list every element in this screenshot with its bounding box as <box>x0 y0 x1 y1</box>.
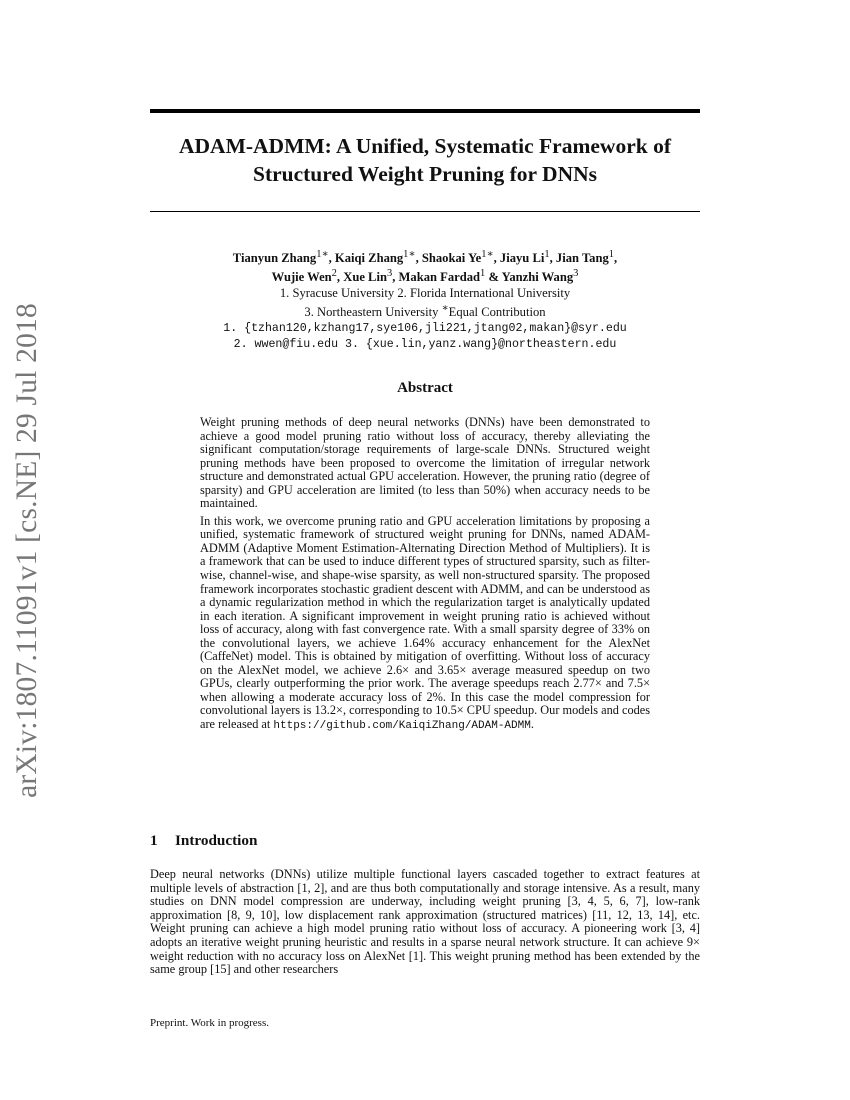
affiliation-line-2 <box>140 301 710 320</box>
abstract-heading: Abstract <box>397 380 453 396</box>
affiliation-line-1: 1. Syracuse University 2. Florida International University <box>279 286 571 301</box>
abstract-paragraph-2-text: In this work, we overcome pruning ratio and GPU acceleration limitations by proposing a unified, systematic framework of structured weight pruning for DNNs, named ADAM-ADMM (Adaptive Moment Estimation-Alternating Direction Method of Multipliers). It is a framework that can be used to induce different types of structured sparsity, such as filter-wise, channel-wise, and shape-wise sparsity, as well non-structured sparsity. The proposed framework incorporates stochastic gradient descent with ADMM, and can be understood as a dynamic regularization method in which the regularization target is analytically updated in each iteration. A significant improvement in weight pruning ratio is achieved without loss of accuracy, along with fast convergence rate. With a small sparsity degree of 33% on the convolutional layers, we achieve 1.64% accuracy enhancement for the AlexNet (CaffeNet) model. This is obtained by mitigation of overfitting. Without loss of accuracy on the AlexNet model, we achieve 2.6× and 3.65× average measured speedup on two GPUs, clearly outperforming the prior work. The average speedups reach 2.77× and 7.5× when allowing a moderate accuracy loss of 2%. In this case the model compression for convolutional layers is 13.2×, corresponding to 10.5× CPU speedup. Our models and codes are released at <box>200 513 650 732</box>
author-separator: , <box>549 251 556 266</box>
author-mark: 1∗ <box>481 249 494 260</box>
author-mark: 1 <box>480 268 486 280</box>
affiliation-text: 3. Northeastern University <box>304 305 442 320</box>
author-separator: , <box>336 270 344 285</box>
author-mark: 1∗ <box>403 249 416 260</box>
author-separator: , <box>614 251 618 266</box>
author-name: Kaiqi Zhang <box>334 251 404 266</box>
author-mark: 1 <box>608 249 615 260</box>
arxiv-identifier-text: arXiv:1807.11091v1 [cs.NE] 29 Jul 2018 <box>10 302 43 798</box>
author-name: Xue Lin <box>343 270 387 285</box>
abstract-body <box>200 416 650 738</box>
author-separator: , <box>415 251 422 266</box>
author-separator: , <box>493 251 500 266</box>
author-separator: , <box>392 270 399 285</box>
author-name: Yanzhi Wang <box>501 270 574 285</box>
author-mark: 3 <box>573 268 579 280</box>
section-heading-introduction <box>150 832 257 850</box>
author-name: Wujie Wen <box>271 270 332 285</box>
code-repository-link[interactable]: https://github.com/KaiqiZhang/ADAM-ADMM <box>273 720 531 733</box>
author-name: Tianyun Zhang <box>232 251 317 266</box>
author-name: Shaokai Ye <box>421 251 482 266</box>
title-bottom-rule <box>150 211 700 212</box>
author-separator: & <box>485 270 502 285</box>
author-mark: 3 <box>386 268 393 280</box>
arxiv-side-stamp <box>2 300 52 800</box>
preprint-footer-note: Preprint. Work in progress. <box>150 1017 269 1029</box>
email-line-1: 1. {tzhan120,kzhang17,sye106,jli221,jtang02,makan}@syr.edu <box>223 321 627 335</box>
introduction-paragraph: Deep neural networks (DNNs) utilize multiple functional layers cascaded together to extract features at multiple levels of abstraction [1, 2], and are thus both computationally and storage intensive. As a result, many studies on DNN model compression are underway, including weight pruning [3, 4, 5, 6, 7], low-rank approximation [8, 9, 10], low displacement rank approximation (structured matrices) [11, 12, 13, 14], etc. Weight pruning can achieve a high model pruning ratio without loss of accuracy. A pioneering work [3, 4] adopts an iterative weight pruning heuristic and results in a sparse neural network structure. It can achieve 9× weight reduction with no accuracy loss on AlexNet [1]. This weight pruning method has been extended by the same group [15] and other researchers <box>150 867 700 977</box>
title-top-rule <box>150 109 700 113</box>
section-title: Introduction <box>175 832 258 849</box>
title-line-2: Structured Weight Pruning for DNNs <box>252 162 598 186</box>
abstract-end-period: . <box>530 717 534 732</box>
author-separator: , <box>328 251 335 266</box>
email-line-2: 2. wwen@fiu.edu 3. {xue.lin,yanz.wang}@northeastern.edu <box>233 337 617 351</box>
author-mark: 2 <box>331 268 337 280</box>
section-number: 1 <box>150 832 158 849</box>
paper-title <box>140 132 710 188</box>
author-name: Jian Tang <box>555 251 609 266</box>
title-line-1: ADAM-ADMM: A Unified, Systematic Framework of <box>178 134 671 158</box>
abstract-paragraph-2 <box>200 515 650 734</box>
abstract-paragraph-1: Weight pruning methods of deep neural networks (DNNs) have been demonstrated to achieve a good model pruning ratio without loss of accuracy, thereby alleviating the significant computation/storage requirements of large-scale DNNs. Structured weight pruning methods have been proposed to overcome the limitation of irregular network structure and demonstrated actual GPU acceleration. However, the pruning ratio (degree of sparsity) and GPU acceleration are limited (to less than 50%) when accuracy needs to be maintained. <box>200 415 650 511</box>
author-names-line-1 <box>140 247 710 266</box>
author-mark: 1∗ <box>316 249 329 260</box>
equal-contribution-text: Equal Contribution <box>448 305 546 320</box>
author-name: Jiayu Li <box>499 251 545 266</box>
equal-contribution-mark: ∗ <box>441 303 449 315</box>
author-block <box>140 247 710 353</box>
author-name: Makan Fardad <box>398 270 481 285</box>
author-mark: 1 <box>544 249 550 260</box>
author-names-line-2 <box>140 266 710 285</box>
